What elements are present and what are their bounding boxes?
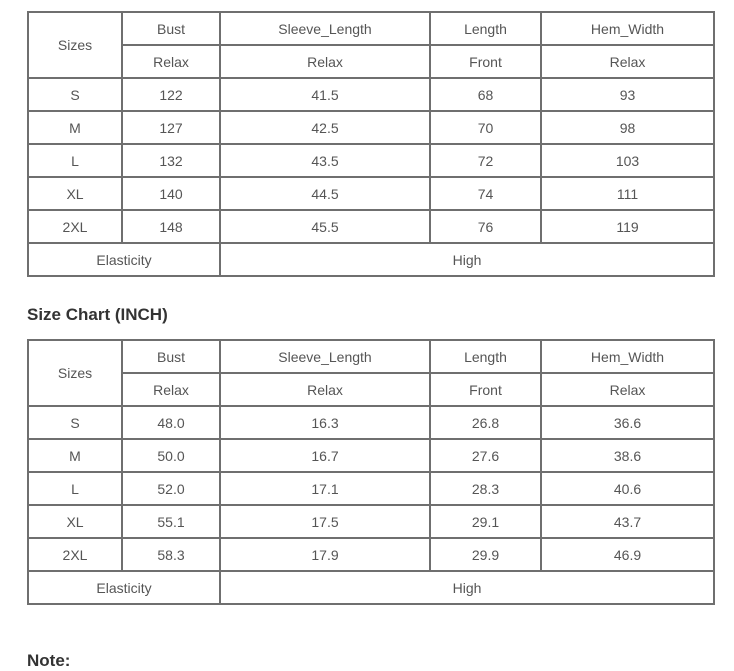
value-cell: 26.8 xyxy=(430,406,541,439)
value-cell: 41.5 xyxy=(220,78,430,111)
column-header-sleeve-length: Sleeve_Length xyxy=(220,340,430,373)
value-cell: 42.5 xyxy=(220,111,430,144)
size-cell: XL xyxy=(28,177,122,210)
value-cell: 36.6 xyxy=(541,406,714,439)
value-cell: 46.9 xyxy=(541,538,714,571)
size-cell: M xyxy=(28,439,122,472)
value-cell: 127 xyxy=(122,111,220,144)
subheader-cell: Front xyxy=(430,45,541,78)
size-cell: L xyxy=(28,472,122,505)
table-row xyxy=(28,78,714,111)
value-cell: 40.6 xyxy=(541,472,714,505)
value-cell: 119 xyxy=(541,210,714,243)
size-cell: S xyxy=(28,78,122,111)
subheader-cell: Relax xyxy=(220,45,430,78)
table-row xyxy=(28,177,714,210)
size-table-cm xyxy=(27,11,715,277)
value-cell: 16.7 xyxy=(220,439,430,472)
table-row xyxy=(28,472,714,505)
size-table-inch xyxy=(27,339,715,605)
value-cell: 103 xyxy=(541,144,714,177)
subheader-cell: Relax xyxy=(122,373,220,406)
sizes-header: Sizes xyxy=(28,340,122,406)
column-header-hem-width: Hem_Width xyxy=(541,12,714,45)
size-cell: XL xyxy=(28,505,122,538)
value-cell: 50.0 xyxy=(122,439,220,472)
table-row xyxy=(28,111,714,144)
column-header-bust: Bust xyxy=(122,12,220,45)
header-row xyxy=(28,340,714,373)
elasticity-value: High xyxy=(220,571,714,604)
size-cell: S xyxy=(28,406,122,439)
size-cell: M xyxy=(28,111,122,144)
subheader-cell: Relax xyxy=(541,373,714,406)
value-cell: 74 xyxy=(430,177,541,210)
value-cell: 58.3 xyxy=(122,538,220,571)
value-cell: 52.0 xyxy=(122,472,220,505)
value-cell: 17.9 xyxy=(220,538,430,571)
value-cell: 44.5 xyxy=(220,177,430,210)
value-cell: 29.1 xyxy=(430,505,541,538)
value-cell: 38.6 xyxy=(541,439,714,472)
subheader-row xyxy=(28,373,714,406)
value-cell: 43.5 xyxy=(220,144,430,177)
value-cell: 43.7 xyxy=(541,505,714,538)
elasticity-label: Elasticity xyxy=(28,243,220,276)
column-header-length: Length xyxy=(430,340,541,373)
table-row xyxy=(28,210,714,243)
table-row xyxy=(28,505,714,538)
column-header-sleeve-length: Sleeve_Length xyxy=(220,12,430,45)
subheader-cell: Relax xyxy=(122,45,220,78)
column-header-length: Length xyxy=(430,12,541,45)
size-cell: 2XL xyxy=(28,538,122,571)
size-cell: 2XL xyxy=(28,210,122,243)
table-row xyxy=(28,538,714,571)
value-cell: 27.6 xyxy=(430,439,541,472)
footer-row xyxy=(28,571,714,604)
value-cell: 98 xyxy=(541,111,714,144)
subheader-row xyxy=(28,45,714,78)
value-cell: 111 xyxy=(541,177,714,210)
sizes-header: Sizes xyxy=(28,12,122,78)
value-cell: 70 xyxy=(430,111,541,144)
value-cell: 17.5 xyxy=(220,505,430,538)
subheader-cell: Front xyxy=(430,373,541,406)
value-cell: 28.3 xyxy=(430,472,541,505)
size-cell: L xyxy=(28,144,122,177)
value-cell: 93 xyxy=(541,78,714,111)
column-header-bust: Bust xyxy=(122,340,220,373)
value-cell: 45.5 xyxy=(220,210,430,243)
value-cell: 16.3 xyxy=(220,406,430,439)
subheader-cell: Relax xyxy=(541,45,714,78)
subheader-cell: Relax xyxy=(220,373,430,406)
value-cell: 132 xyxy=(122,144,220,177)
value-cell: 17.1 xyxy=(220,472,430,505)
value-cell: 76 xyxy=(430,210,541,243)
value-cell: 29.9 xyxy=(430,538,541,571)
size-chart-inch-heading: Size Chart (INCH) xyxy=(27,305,168,324)
footer-row xyxy=(28,243,714,276)
value-cell: 140 xyxy=(122,177,220,210)
note-heading: Note: xyxy=(27,651,71,670)
column-header-hem-width: Hem_Width xyxy=(541,340,714,373)
elasticity-value: High xyxy=(220,243,714,276)
value-cell: 55.1 xyxy=(122,505,220,538)
value-cell: 122 xyxy=(122,78,220,111)
table-row xyxy=(28,406,714,439)
elasticity-label: Elasticity xyxy=(28,571,220,604)
value-cell: 68 xyxy=(430,78,541,111)
header-row xyxy=(28,12,714,45)
value-cell: 48.0 xyxy=(122,406,220,439)
value-cell: 148 xyxy=(122,210,220,243)
value-cell: 72 xyxy=(430,144,541,177)
table-row xyxy=(28,144,714,177)
table-row xyxy=(28,439,714,472)
